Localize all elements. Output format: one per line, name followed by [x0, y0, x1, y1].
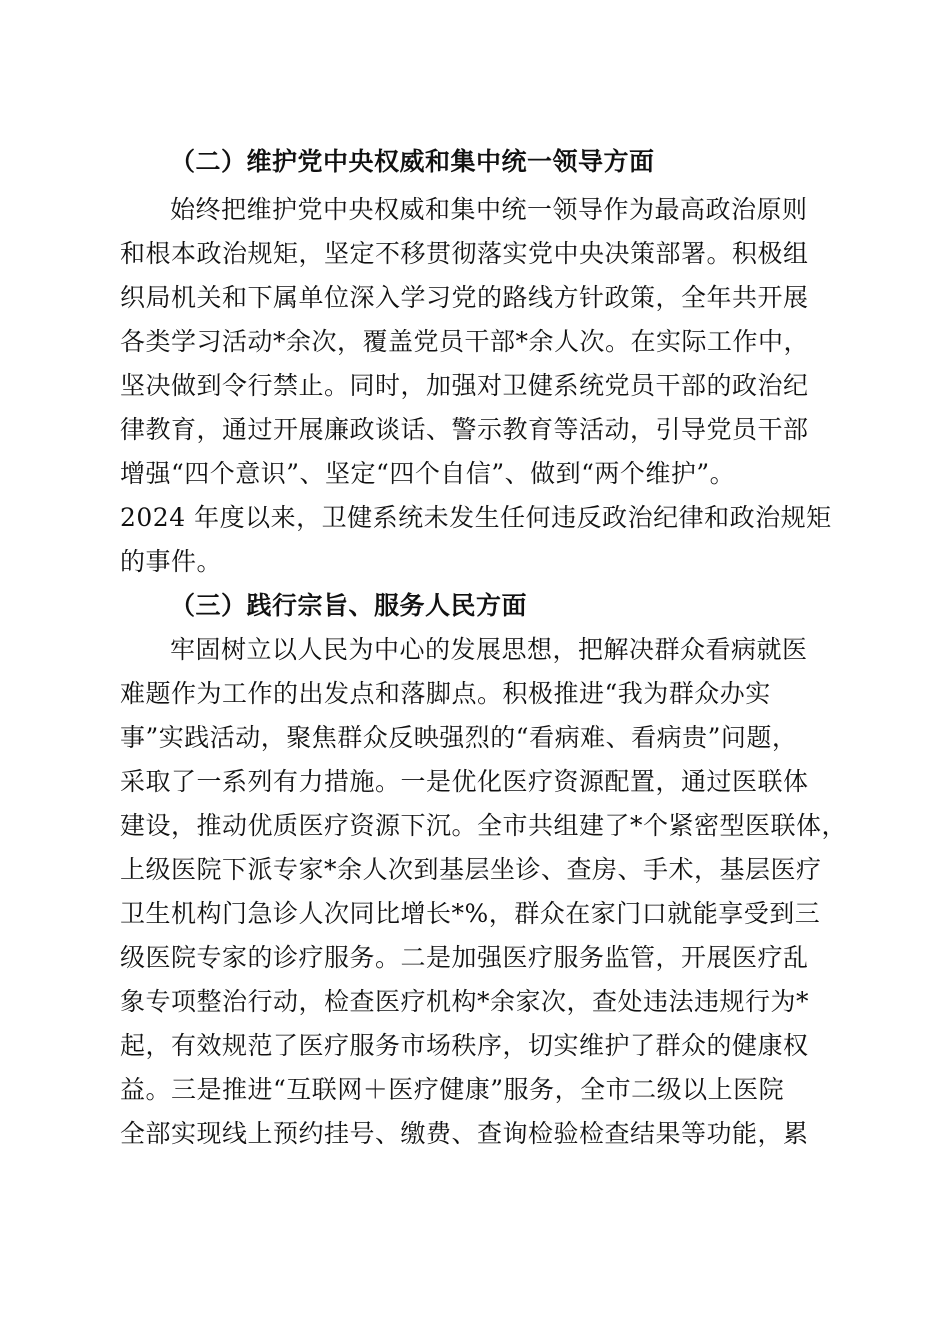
- paragraph-line: 级医院专家的诊疗服务。二是加强医疗服务监管，开展医疗乱: [120, 943, 809, 972]
- paragraph-line: 难题作为工作的出发点和落脚点。积极推进“我为群众办实: [120, 679, 771, 708]
- paragraph-line: 律教育，通过开展廉政谈话、警示教育等活动，引导党员干部: [120, 415, 809, 444]
- paragraph-line: 采取了一系列有力措施。一是优化医疗资源配置，通过医联体: [120, 767, 809, 796]
- paragraph-line: 和根本政治规矩，坚定不移贯彻落实党中央决策部署。积极组: [120, 239, 809, 268]
- section-3-heading: （三）践行宗旨、服务人民方面: [170, 591, 528, 620]
- section-2-heading: （二）维护党中央权威和集中统一领导方面: [170, 147, 655, 176]
- paragraph-line: 坚决做到令行禁止。同时，加强对卫健系统党员干部的政治纪: [120, 371, 809, 400]
- paragraph-line: 各类学习活动*余次，覆盖党员干部*余人次。在实际工作中，: [120, 327, 810, 356]
- paragraph-line: 上级医院下派专家*余人次到基层坐诊、查房、手术，基层医疗: [120, 855, 822, 884]
- paragraph-line: 织局机关和下属单位深入学习党的路线方针政策，全年共开展: [120, 283, 809, 312]
- paragraph-line: 益。三是推进“互联网＋医疗健康”服务，全市二级以上医院: [120, 1075, 785, 1104]
- paragraph-line: 建设，推动优质医疗资源下沉。全市共组建了*个紧密型医联体，: [120, 811, 848, 840]
- paragraph-line: 起，有效规范了医疗服务市场秩序，切实维护了群众的健康权: [120, 1031, 809, 1060]
- paragraph-line: 始终把维护党中央权威和集中统一领导作为最高政治原则: [170, 195, 808, 224]
- paragraph-line: 的事件。: [120, 547, 223, 576]
- paragraph-line: 牢固树立以人民为中心的发展思想，把解决群众看病就医: [170, 635, 808, 664]
- paragraph-line: 2024 年度以来，卫健系统未发生任何违反政治纪律和政治规矩: [120, 503, 832, 532]
- paragraph-line: 事”实践活动，聚焦群众反映强烈的“看病难、看病贵”问题，: [120, 723, 798, 752]
- paragraph-line: 卫生机构门急诊人次同比增长*%，群众在家门口就能享受到三: [120, 899, 821, 928]
- paragraph-line: 全部实现线上预约挂号、缴费、查询检验检查结果等功能，累: [120, 1119, 809, 1148]
- paragraph-line: 象专项整治行动，检查医疗机构*余家次，查处违法违规行为*: [120, 987, 810, 1016]
- paragraph-line: 增强“四个意识”、坚定“四个自信”、做到“两个维护”。: [120, 459, 736, 488]
